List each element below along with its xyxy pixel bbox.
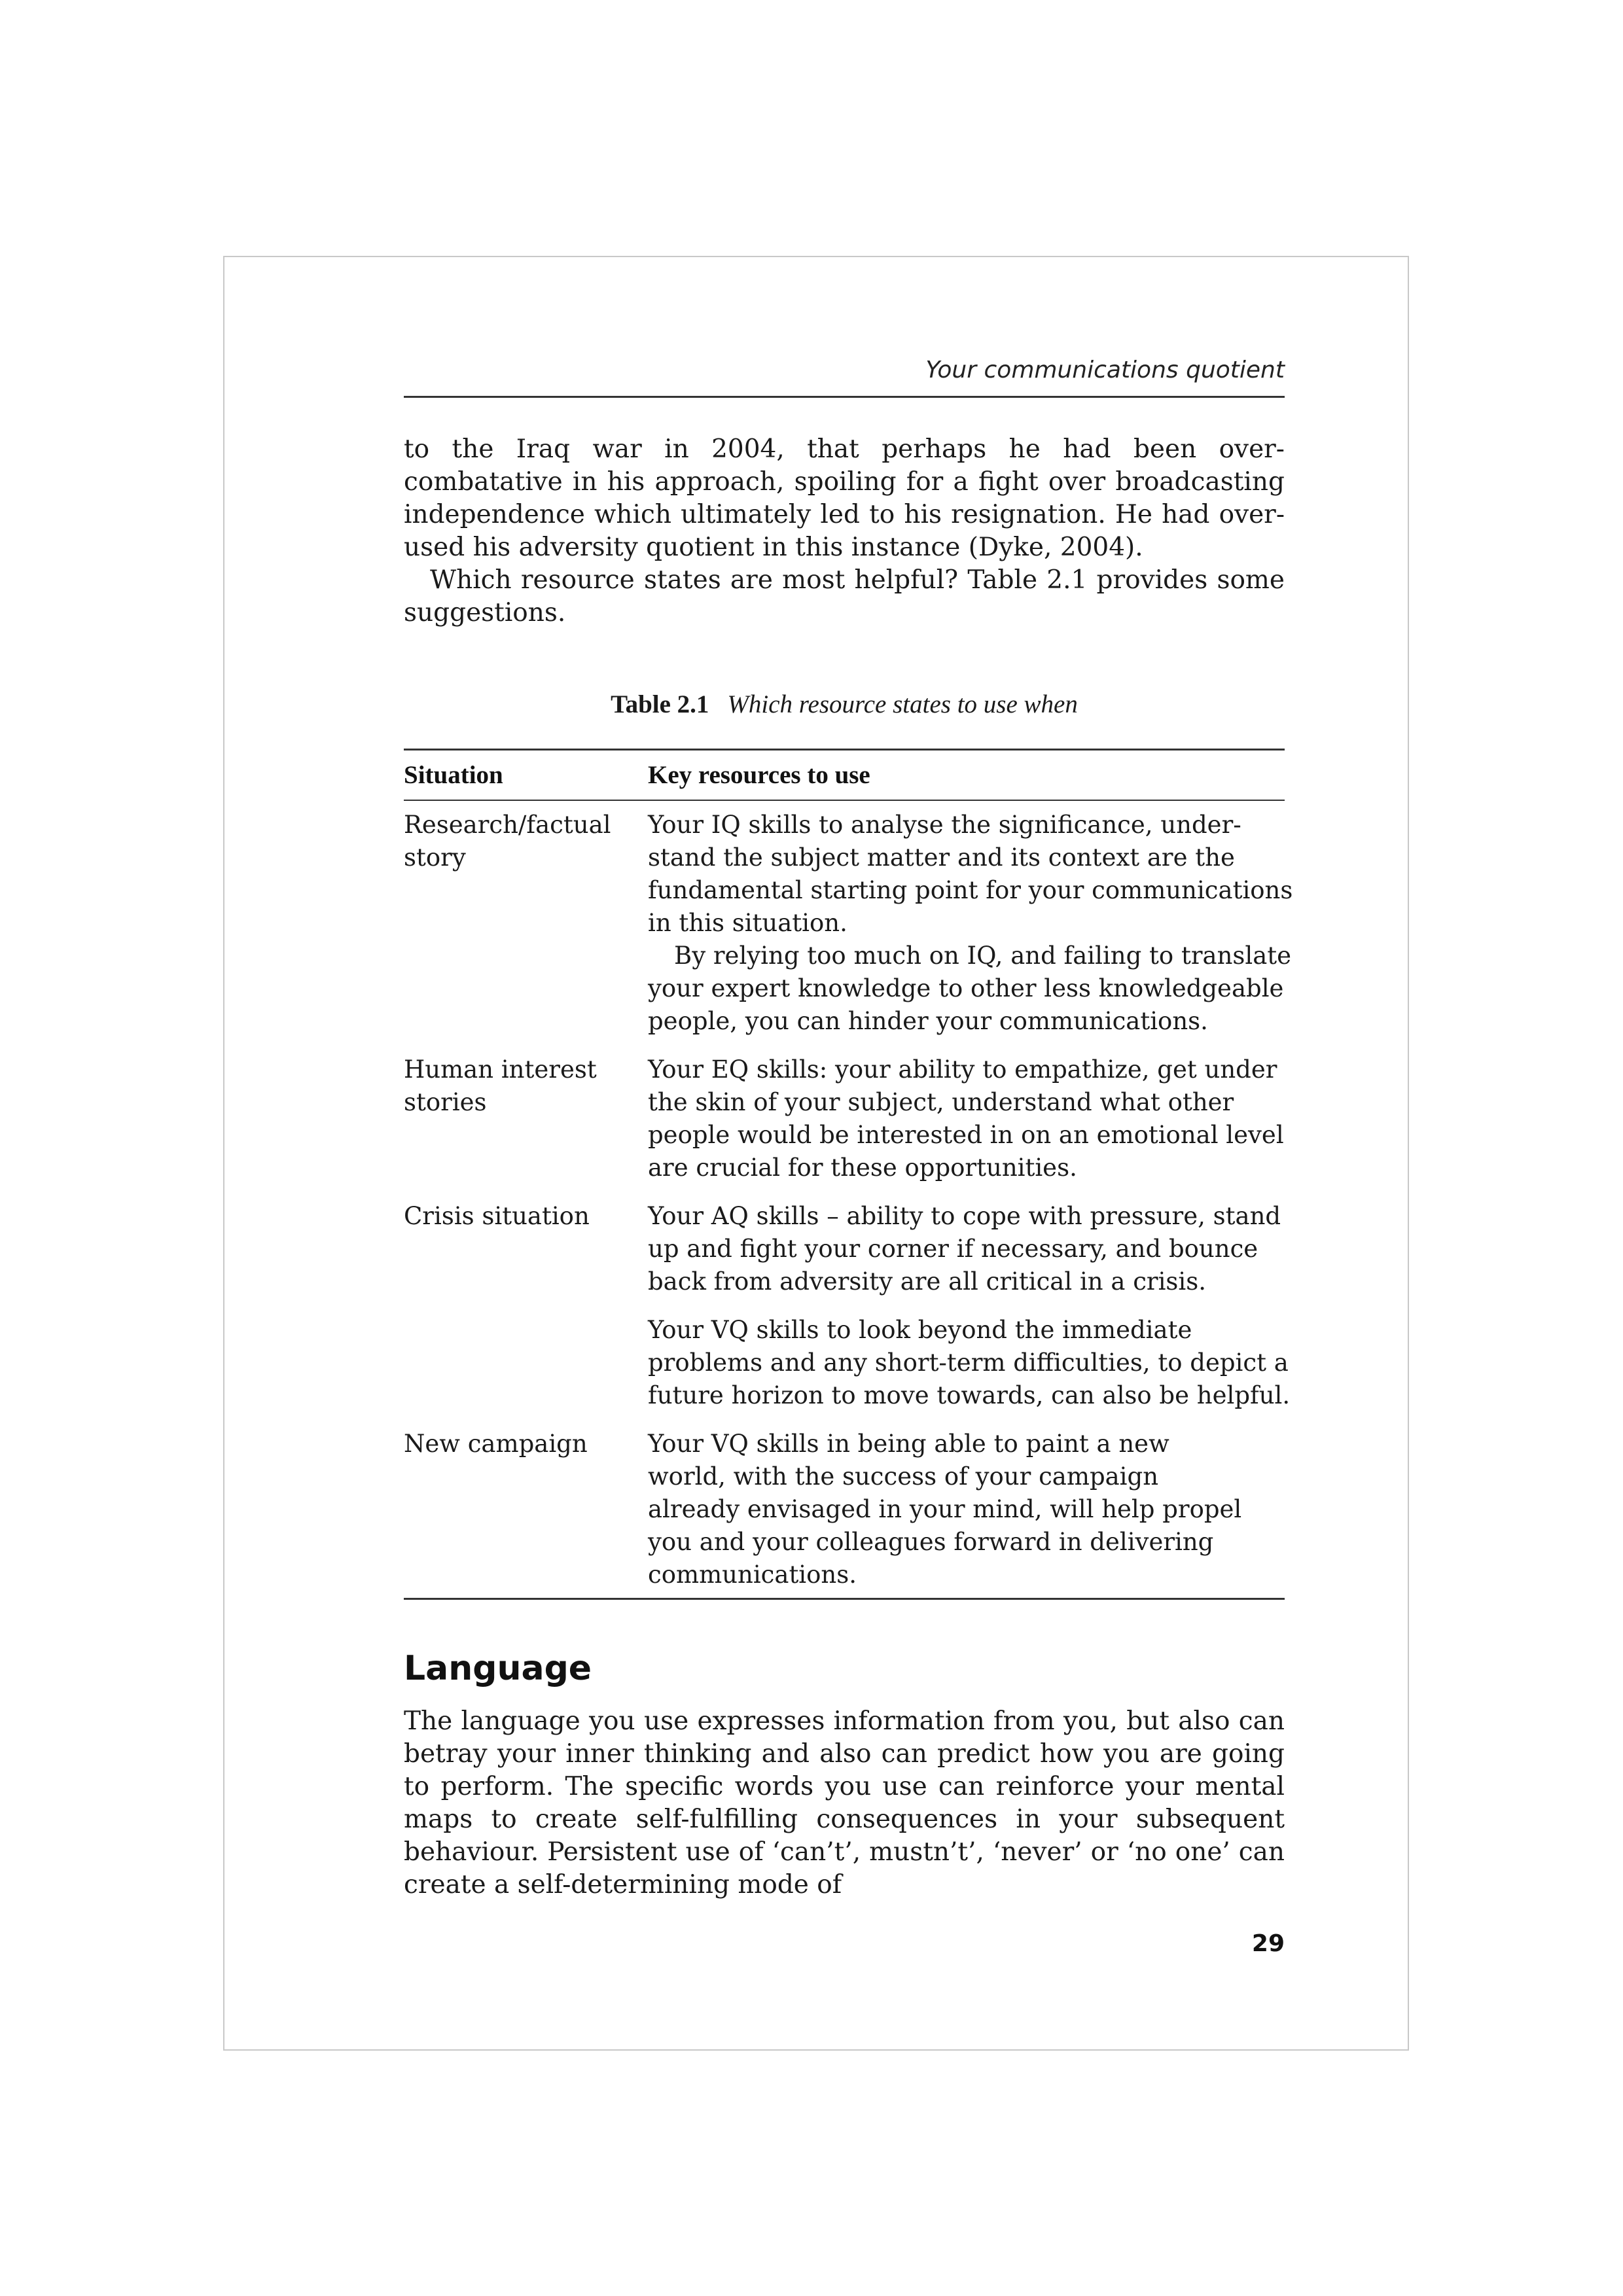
- table-header-rule: [404, 800, 1285, 801]
- table-row-4-resources: [648, 1314, 1296, 1412]
- table-cell-line: the skin of your subject, understand what other: [648, 1088, 1234, 1116]
- table-row-5-resources: [648, 1428, 1296, 1591]
- table-row-3-resources: [648, 1200, 1296, 1298]
- table-header-situation: Situation: [404, 761, 503, 789]
- table-cell-line: people would be interested in on an emotional level: [648, 1121, 1284, 1149]
- table-cell-line: communications.: [648, 1561, 857, 1589]
- table-title: Which resource states to use when: [727, 690, 1078, 718]
- table-cell-line: problems and any short-term difficulties, to depict a: [648, 1349, 1289, 1377]
- table-cell-line: Your IQ skills to analyse the significance, under-: [648, 811, 1241, 839]
- table-number: Table 2.1: [611, 690, 709, 718]
- table-cell-line: By relying too much on IQ, and failing to translate: [674, 942, 1292, 970]
- table-row-1-resources: [648, 809, 1296, 1038]
- table-cell-line: you and your colleagues forward in delivering: [648, 1528, 1214, 1556]
- section-text: [404, 1705, 1285, 1901]
- table-cell-line: are crucial for these opportunities.: [648, 1154, 1077, 1182]
- table-cell-line: your expert knowledge to other less knowledgeable: [648, 974, 1284, 1002]
- table-cell-line: Crisis situation: [404, 1202, 590, 1230]
- running-head: Your communications quotient: [404, 351, 1285, 398]
- table-cell-line: stories: [404, 1088, 487, 1116]
- section-paragraph: The language you use expresses information from you, but also can betray your inner thinking and also can predict how you are going to perform. The specific words you use can reinforce your mental maps to create self-fulfilling consequences in your subsequent behaviour. Persistent use of ‘can’t’, mustn’t’, ‘never’ or ‘no one’ can create a self-determining mode of: [404, 1706, 1285, 1899]
- table-cell-line: Your VQ skills in being able to paint a new: [648, 1430, 1169, 1458]
- table-row-1-situation: [404, 809, 633, 874]
- table-cell-line: fundamental starting point for your communications: [648, 876, 1293, 904]
- table-row-2-resources: [648, 1053, 1296, 1184]
- table-cell-line: Your VQ skills to look beyond the immediate: [648, 1316, 1192, 1344]
- table-cell-line: Human interest: [404, 1055, 597, 1084]
- table-cell-line: already envisaged in your mind, will help propel: [648, 1495, 1242, 1523]
- table-cell-line: stand the subject matter and its context are the: [648, 843, 1235, 872]
- table-cell-line: future horizon to move towards, can also be helpful.: [648, 1381, 1291, 1409]
- intro-paragraph-1: to the Iraq war in 2004, that perhaps he had been over-combatative in his approach, spoiling for a fight over broadcasting independence which ultimately led to his resignation. He had over-used his adversity quotient in this instance (Dyke, 2004).: [404, 434, 1285, 562]
- table-row-2-situation: [404, 1053, 633, 1119]
- table-cell-line: Your AQ skills – ability to cope with pressure, stand: [648, 1202, 1281, 1230]
- page-number: 29: [1251, 1930, 1285, 1957]
- table-cell-line: Research/factual: [404, 811, 611, 839]
- table-caption: [404, 690, 1285, 719]
- table-header-resources: Key resources to use: [648, 761, 870, 789]
- intro-paragraph-2: Which resource states are most helpful? Table 2.1 provides some suggestions.: [404, 565, 1285, 627]
- table-cell-line: Your EQ skills: your ability to empathize, get under: [648, 1055, 1277, 1084]
- intro-text: [404, 433, 1285, 629]
- table-bottom-rule: [404, 1598, 1285, 1600]
- table-cell-line: in this situation.: [648, 909, 847, 937]
- table-cell-line: story: [404, 843, 466, 872]
- table-cell-line: people, you can hinder your communications.: [648, 1007, 1208, 1035]
- table-cell-line: New campaign: [404, 1430, 588, 1458]
- section-heading: Language: [404, 1649, 592, 1688]
- table-cell-line: up and fight your corner if necessary, and bounce: [648, 1235, 1258, 1263]
- table-top-rule: [404, 749, 1285, 751]
- table-cell-line: world, with the success of your campaign: [648, 1462, 1159, 1491]
- table-row-5-situation: [404, 1428, 633, 1460]
- table-cell-line: back from adversity are all critical in a crisis.: [648, 1267, 1207, 1296]
- table-row-3-situation: [404, 1200, 633, 1233]
